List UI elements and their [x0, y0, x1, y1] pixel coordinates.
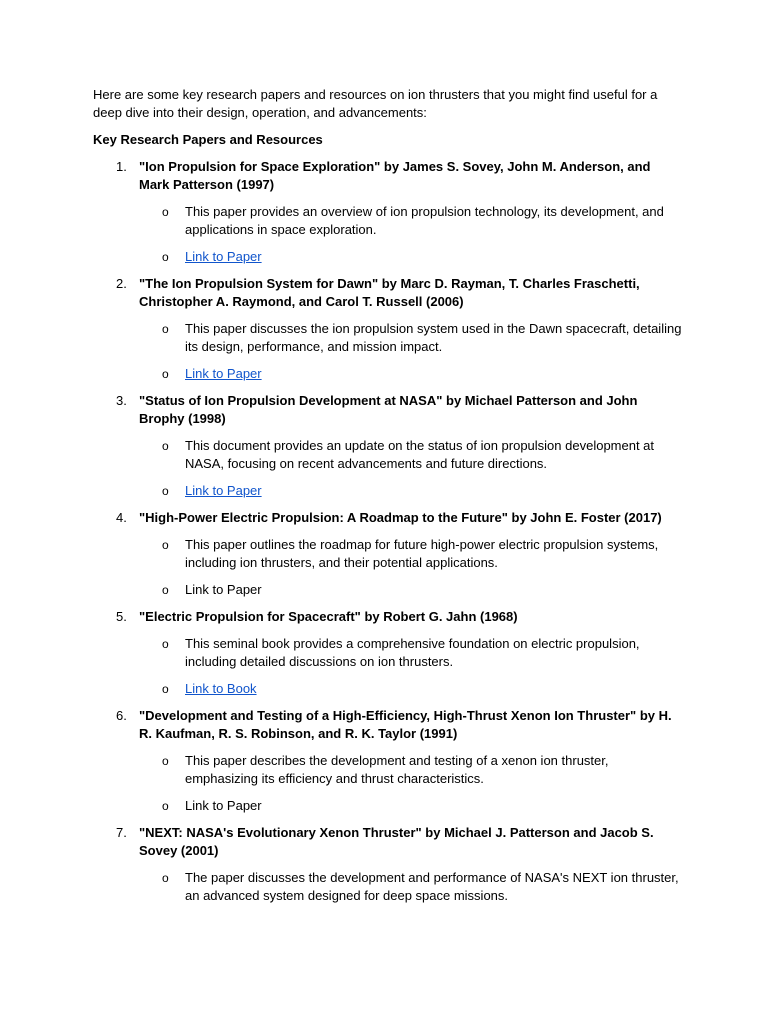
paper-description-item — [139, 752, 683, 788]
bullet-icon: o — [162, 484, 169, 498]
papers-list — [93, 158, 683, 905]
bullet-icon: o — [162, 322, 169, 336]
paper-details — [139, 203, 683, 266]
paper-description: This paper describes the development and testing of a xenon ion thruster, emphasizing its efficiency and thrust characteristics. — [185, 753, 609, 786]
bullet-icon: o — [162, 682, 169, 696]
paper-link-item — [139, 248, 683, 266]
paper-description: This paper outlines the roadmap for future high-power electric propulsion systems, including ion thrusters, and their potential applications. — [185, 537, 659, 570]
paper-details — [139, 437, 683, 500]
paper-link-item — [139, 680, 683, 698]
bullet-icon: o — [162, 799, 169, 813]
paper-item — [93, 275, 683, 383]
paper-description: This paper provides an overview of ion propulsion technology, its development, and applications in space exploration. — [185, 204, 664, 237]
paper-description: This paper discusses the ion propulsion system used in the Dawn spacecraft, detailing its design, performance, and mission impact. — [185, 321, 682, 354]
paper-link-item — [139, 581, 683, 599]
paper-number: 2. — [116, 276, 127, 291]
document-page — [93, 86, 683, 914]
book-link[interactable]: Link to Book — [185, 681, 257, 696]
paper-link[interactable]: Link to Paper — [185, 249, 262, 264]
paper-description-item — [139, 203, 683, 239]
paper-number: 4. — [116, 510, 127, 525]
bullet-icon: o — [162, 367, 169, 381]
paper-description: This seminal book provides a comprehensive foundation on electric propulsion, including detailed discussions on ion thrusters. — [185, 636, 640, 669]
paper-details — [139, 635, 683, 698]
paper-description: The paper discusses the development and performance of NASA's NEXT ion thruster, an advanced system designed for deep space missions. — [185, 870, 679, 903]
paper-link-text: Link to Paper — [185, 798, 262, 813]
paper-link[interactable]: Link to Paper — [185, 483, 262, 498]
paper-item — [93, 608, 683, 698]
paper-description-item — [139, 869, 683, 905]
paper-link-text: Link to Paper — [185, 582, 262, 597]
paper-description: This document provides an update on the status of ion propulsion development at NASA, focusing on recent advancements and future directions. — [185, 438, 655, 471]
paper-title: "Development and Testing of a High-Efficiency, High-Thrust Xenon Ion Thruster" by H. R. Kaufman, R. S. Robinson, and R. K. Taylor (1991) — [139, 708, 672, 741]
paper-description-item — [139, 635, 683, 671]
bullet-icon: o — [162, 871, 169, 885]
paper-number: 7. — [116, 825, 127, 840]
paper-details — [139, 869, 683, 905]
paper-title: "NEXT: NASA's Evolutionary Xenon Thruster" by Michael J. Patterson and Jacob S. Sovey (2001) — [139, 825, 654, 858]
paper-item — [93, 707, 683, 815]
bullet-icon: o — [162, 250, 169, 264]
paper-item — [93, 824, 683, 905]
paper-title: "Electric Propulsion for Spacecraft" by Robert G. Jahn (1968) — [139, 609, 518, 624]
paper-description-item — [139, 320, 683, 356]
paper-link[interactable]: Link to Paper — [185, 366, 262, 381]
bullet-icon: o — [162, 583, 169, 597]
intro-paragraph: Here are some key research papers and resources on ion thrusters that you might find useful for a deep dive into their design, operation, and advancements: — [93, 87, 658, 120]
paper-number: 1. — [116, 159, 127, 174]
paper-details — [139, 536, 683, 599]
paper-item — [93, 158, 683, 266]
bullet-icon: o — [162, 637, 169, 651]
paper-details — [139, 752, 683, 815]
paper-description-item — [139, 536, 683, 572]
paper-number: 6. — [116, 708, 127, 723]
bullet-icon: o — [162, 538, 169, 552]
paper-link-item — [139, 365, 683, 383]
paper-number: 3. — [116, 393, 127, 408]
bullet-icon: o — [162, 439, 169, 453]
paper-link-item — [139, 482, 683, 500]
paper-link-item — [139, 797, 683, 815]
paper-title: "The Ion Propulsion System for Dawn" by Marc D. Rayman, T. Charles Fraschetti, Christopher A. Raymond, and Carol T. Russell (2006) — [139, 276, 640, 309]
paper-number: 5. — [116, 609, 127, 624]
paper-title: "Ion Propulsion for Space Exploration" by James S. Sovey, John M. Anderson, and Mark Patterson (1997) — [139, 159, 651, 192]
bullet-icon: o — [162, 205, 169, 219]
paper-title: "High-Power Electric Propulsion: A Roadmap to the Future" by John E. Foster (2017) — [139, 510, 662, 525]
paper-details — [139, 320, 683, 383]
section-heading: Key Research Papers and Resources — [93, 132, 323, 147]
paper-item — [93, 509, 683, 599]
paper-item — [93, 392, 683, 500]
paper-description-item — [139, 437, 683, 473]
paper-title: "Status of Ion Propulsion Development at NASA" by Michael Patterson and John Brophy (1998) — [139, 393, 638, 426]
bullet-icon: o — [162, 754, 169, 768]
